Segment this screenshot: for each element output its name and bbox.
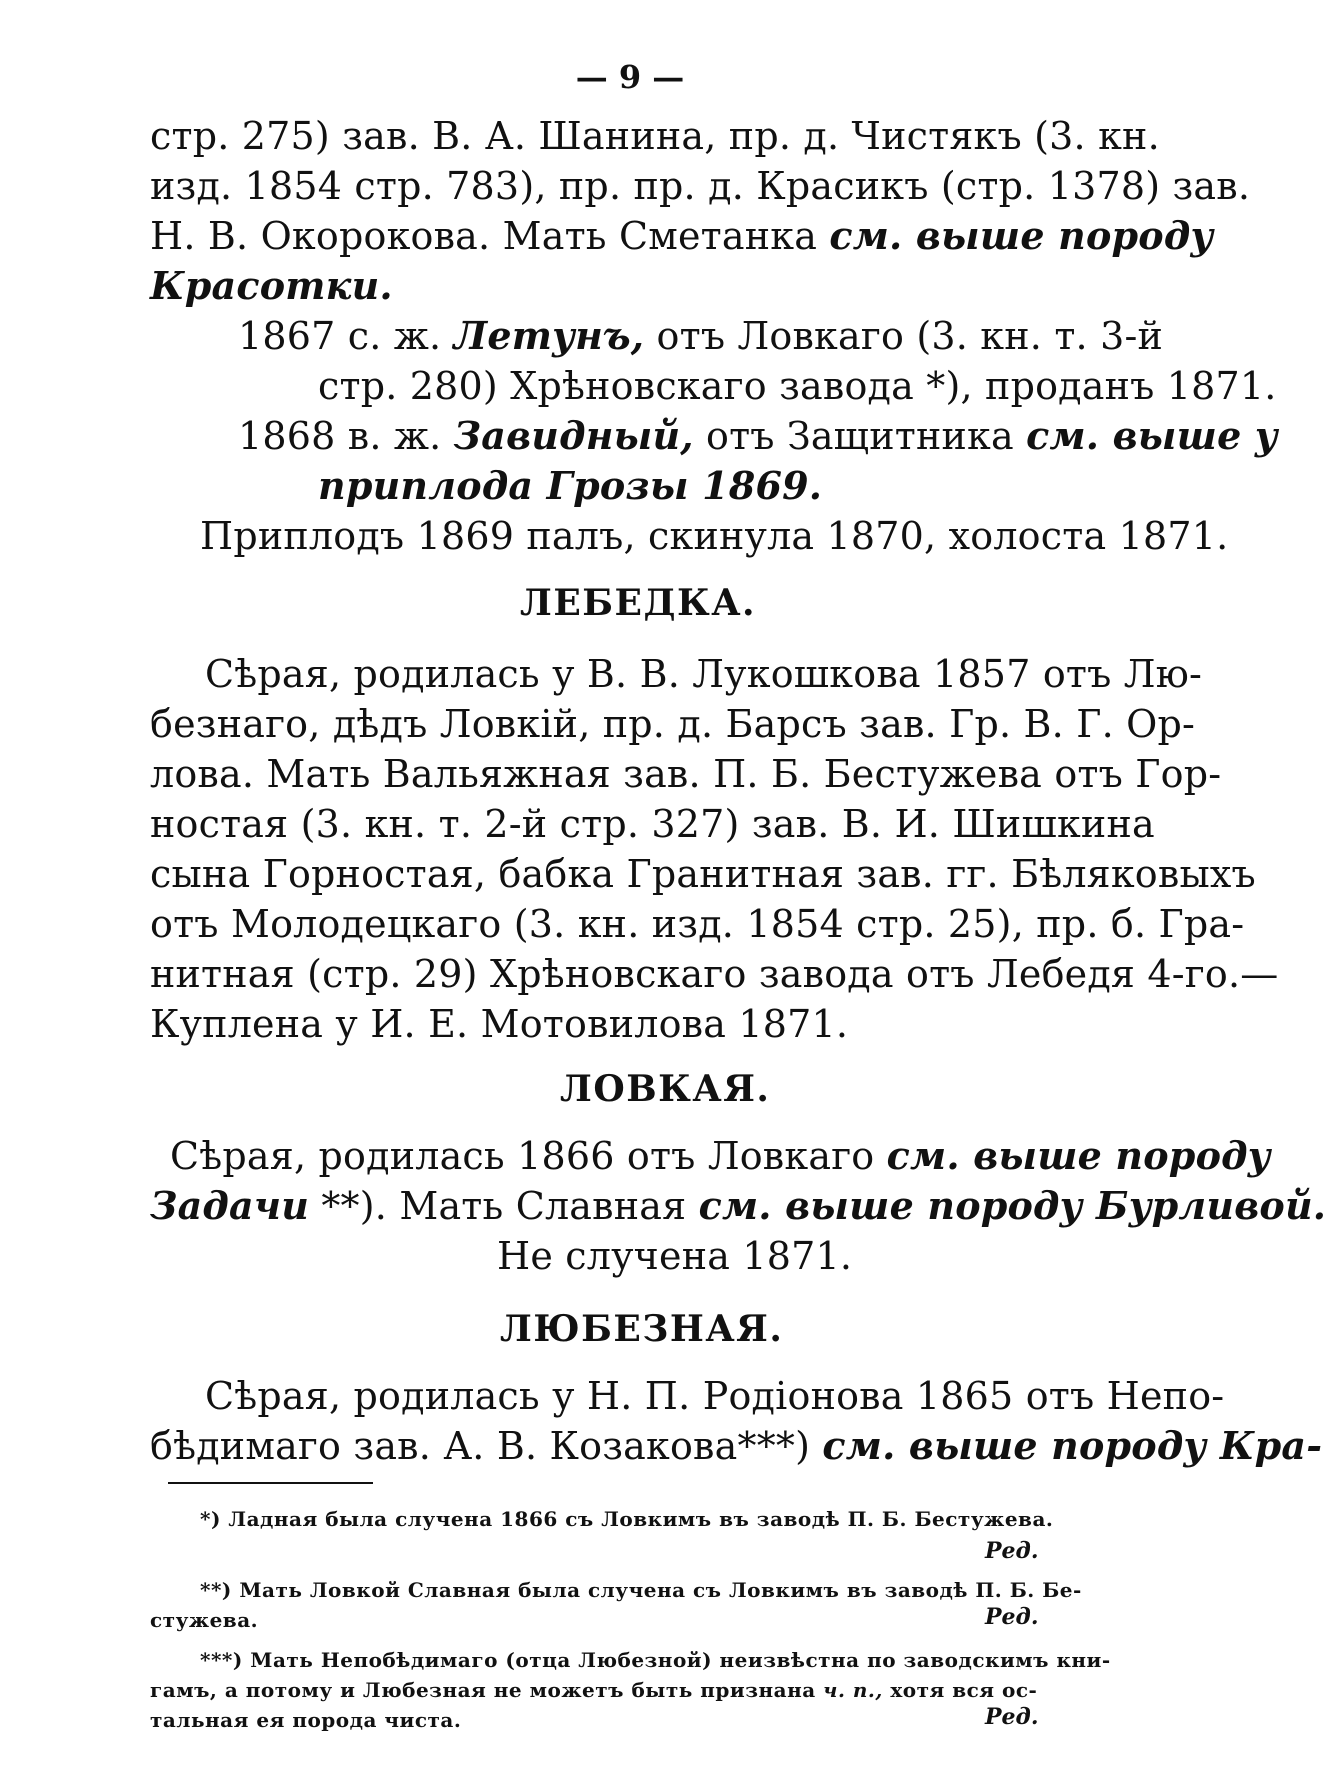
lovkaya-line-2 [150, 1182, 1326, 1230]
lebedka-line-2: безнаго, дѣдъ Ловкій, пр. д. Барсъ зав. Гр. В. Г. Ор- [150, 702, 1196, 746]
footnote-3-line-2-tail: хотя вся ос- [890, 1678, 1038, 1702]
footnote-3-line-2-text: гамъ, а потому и Любезная не можетъ быть признана [150, 1678, 816, 1702]
page-number: — 9 — [575, 58, 685, 96]
foal-1867-line-2: стр. 280) Хрѣновскаго завода *), проданъ 1871. [318, 364, 1277, 408]
foal-1868-rest-italic: см. выше у [1026, 413, 1278, 458]
lovkaya-line-2-italic-b: см. выше породу Бурливой. [698, 1183, 1326, 1228]
lebedka-line-7: нитная (стр. 29) Хрѣновскаго завода отъ Лебедя 4-го.— [150, 952, 1279, 996]
footnote-2-line-1: **) Мать Ловкой Славная была случена съ Ловкимъ въ заводѣ П. Б. Бе- [200, 1578, 1082, 1602]
foal-1868-rest: отъ Защитника [706, 414, 1014, 458]
footnote-3-line-2 [150, 1676, 1037, 1704]
footnote-2-editor: Ред. [985, 1604, 1039, 1630]
foal-1868-lead: 1868 в. ж. [238, 414, 442, 458]
foal-1867-name: Летунъ, [453, 313, 645, 358]
lovkaya-line-3: Не случена 1871. [497, 1234, 853, 1278]
footnote-1-editor: Ред. [985, 1538, 1039, 1564]
footnote-3-line-3: тальная ея порода чиста. [150, 1708, 462, 1732]
foal-1868-line-1 [238, 412, 1278, 460]
lovkaya-line-1-italic: см. выше породу [886, 1133, 1271, 1178]
lyubeznaya-line-2-text: бѣдимаго зав. А. В. Козакова***) [150, 1424, 811, 1468]
intro-line-3-italic: см. выше породу [829, 213, 1214, 258]
lebedka-line-3: лова. Мать Вальяжная зав. П. Б. Бестужева отъ Гор- [150, 752, 1222, 796]
lebedka-line-8: Куплена у И. Е. Мотовилова 1871. [150, 1002, 849, 1046]
lebedka-line-6: отъ Молодецкаго (3. кн. изд. 1854 стр. 25), пр. б. Гра- [150, 902, 1245, 946]
footnote-3-line-1: ***) Мать Непобѣдимаго (отца Любезной) неизвѣстна по заводскимъ кни- [200, 1648, 1111, 1672]
intro-line-3-text: Н. В. Окорокова. Мать Сметанка [150, 214, 818, 258]
lovkaya-line-2-plain: **). Мать Славная [321, 1184, 687, 1228]
lyubeznaya-line-2-italic: см. выше породу Кра- [822, 1423, 1323, 1468]
intro-line-3 [150, 212, 1213, 260]
footnote-2-line-2: стужева. [150, 1608, 259, 1632]
footnote-rule [168, 1482, 373, 1484]
section-title-lyubeznaya: ЛЮБЕЗНАЯ. [500, 1308, 784, 1350]
lebedka-line-5: сына Горностая, бабка Гранитная зав. гг. Бѣляковыхъ [150, 852, 1256, 896]
foal-1868-line-2: приплода Грозы 1869. [318, 463, 823, 508]
lyubeznaya-line-1: Сѣрая, родилась у Н. П. Родіонова 1865 отъ Непо- [205, 1374, 1225, 1418]
footnote-3-italic-abbr: ч. п., [823, 1678, 883, 1702]
lyubeznaya-line-2 [150, 1422, 1322, 1470]
lovkaya-line-1 [170, 1132, 1271, 1180]
footnote-1-line-1: *) Ладная была случена 1866 съ Ловкимъ въ заводѣ П. Б. Бестужева. [200, 1507, 1054, 1531]
intro-line-4-italic: Красотки. [150, 263, 393, 308]
lovkaya-line-1-text: Сѣрая, родилась 1866 отъ Ловкаго [170, 1134, 875, 1178]
section-title-lebedka: ЛЕБЕДКА. [520, 582, 757, 624]
foal-1867-lead: 1867 с. ж. [238, 314, 442, 358]
foal-1867-line-1 [238, 312, 1163, 360]
foal-1868-name: Завидный, [453, 413, 694, 458]
section-title-lovkaya: ЛОВКАЯ. [560, 1068, 771, 1110]
lebedka-line-4: ностая (3. кн. т. 2-й стр. 327) зав. В. И. Шишкина [150, 802, 1155, 846]
foal-1867-rest: отъ Ловкаго (3. кн. т. 3-й [656, 314, 1164, 358]
footnote-3-editor: Ред. [985, 1704, 1039, 1730]
intro-line-1: стр. 275) зав. В. А. Шанина, пр. д. Чистякъ (3. кн. [150, 114, 1160, 158]
lebedka-line-1: Сѣрая, родилась у В. В. Лукошкова 1857 отъ Лю- [205, 652, 1203, 696]
intro-line-2: изд. 1854 стр. 783), пр. пр. д. Красикъ (стр. 1378) зав. [150, 164, 1251, 208]
lovkaya-line-2-italic-a: Задачи [150, 1183, 310, 1228]
offspring-note: Приплодъ 1869 палъ, скинула 1870, холоста 1871. [200, 514, 1229, 558]
